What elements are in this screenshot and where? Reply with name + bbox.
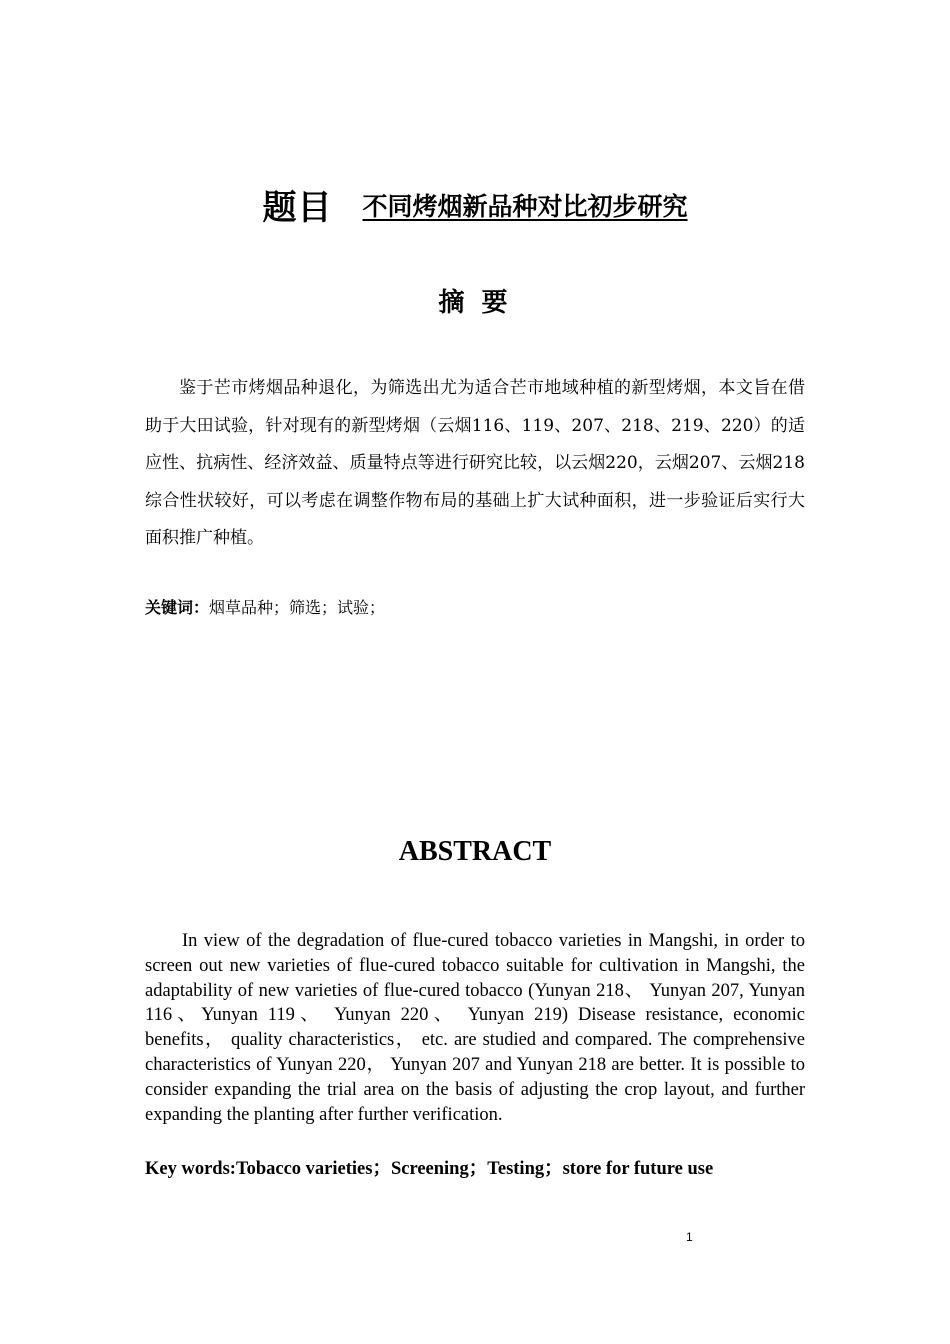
- title-label: 题目: [262, 188, 333, 228]
- cn-abstract-heading: 摘 要: [438, 288, 512, 318]
- title-line: [0, 180, 950, 229]
- cn-keywords-text: 烟草品种；筛选；试验；: [209, 598, 386, 617]
- page-number: 1: [686, 1230, 693, 1244]
- cn-keywords-label: 关键词：: [145, 598, 210, 617]
- en-keywords: Key words:Tobacco varieties；Screening；Testing；store for future use: [145, 1159, 714, 1179]
- en-abstract-heading: ABSTRACT: [398, 836, 552, 867]
- cn-abstract-body: 鉴于芒市烤烟品种退化，为筛选出尤为适合芒市地域种植的新型烤烟，本文旨在借助于大田试验，针对现有的新型烤烟（云烟116、119、207、218、219、220）的适应性、抗病性、经济效益、质量特点等进行研究比较，以云烟220，云烟207、云烟218综合性状较好，可以考虑在调整作物布局的基础上扩大试种面积，进一步验证后实行大面积推广种植。: [145, 378, 805, 548]
- paper-title: 不同烤烟新品种对比初步研究: [362, 191, 688, 221]
- cn-keywords: [145, 595, 805, 618]
- en-abstract-body: In view of the degradation of flue-cured tobacco varieties in Mangshi, in order to screen out new varieties of flue-cured tobacco suitable for cultivation in Mangshi, the adaptability of new varieties of flue-cured tobacco (Yunyan 218、 Yunyan 207, Yunyan 116、Yunyan 119、 Yunyan 220、 Yunyan 219) Disease resistance, economic benefits， quality characteristics， etc. are studied and compared. The comprehensive characteristics of Yunyan 220， Yunyan 207 and Yunyan 218 are better. It is possible to consider expanding the trial area on the basis of adjusting the crop layout, and further expanding the planting after further verification.: [145, 931, 805, 1125]
